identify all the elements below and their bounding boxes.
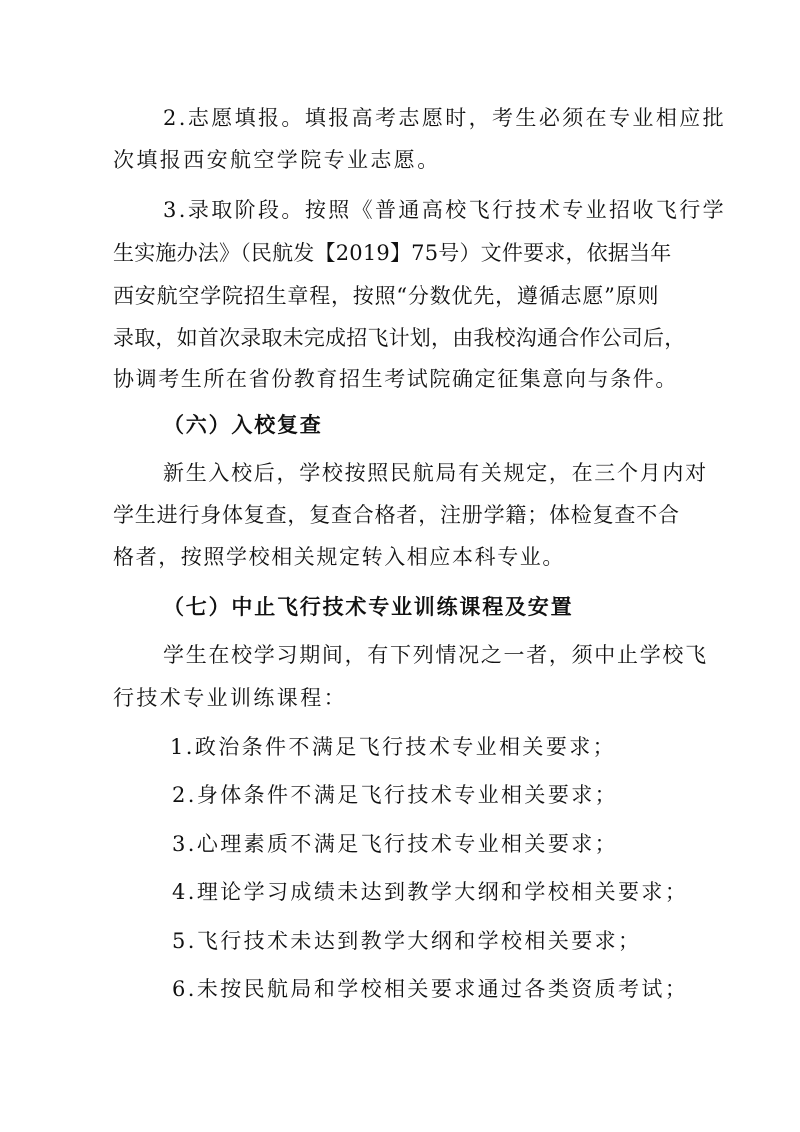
paragraph-admission-line-5: 协调考生所在省份教育招生考试院确定征集意向与条件。 [113, 367, 678, 391]
paragraph-volunteer-filling-line-2: 次填报西安航空学院专业志愿。 [113, 148, 441, 172]
paragraph-admission-line-3: 西安航空学院招生章程，按照“分数优先，遵循志愿”原则 [113, 284, 660, 308]
list-item-qualification-exam: 6.未按民航局和学校相关要求通过各类资质考试； [172, 977, 689, 1001]
list-item-flight-skill: 5.飞行技术未达到教学大纲和学校相关要求； [172, 929, 642, 953]
paragraph-admission-line-2: 生实施办法》（民航发【2019】75号）文件要求，依据当年 [113, 241, 672, 265]
section-heading-training-suspension: （七）中止飞行技术专业训练课程及安置 [163, 595, 574, 619]
paragraph-recheck-line-3: 格者，按照学校相关规定转入相应本科专业。 [113, 545, 565, 569]
paragraph-recheck-line-2: 学生进行身体复查，复查合格者，注册学籍；体检复查不合 [113, 503, 680, 527]
section-heading-entrance-recheck: （六）入校复查 [163, 413, 323, 437]
paragraph-suspension-intro-line-2: 行技术专业训练课程： [113, 686, 347, 710]
list-item-physical: 2.身体条件不满足飞行技术专业相关要求； [172, 783, 619, 807]
paragraph-admission-line-4: 录取，如首次录取未完成招飞计划，由我校沟通合作公司后， [113, 326, 686, 350]
paragraph-admission-line-1: 3.录取阶段。按照《普通高校飞行技术专业招收飞行学 [163, 198, 727, 222]
list-item-theory-study: 4.理论学习成绩未达到教学大纲和学校相关要求； [172, 880, 689, 904]
paragraph-suspension-intro-line-1: 学生在校学习期间，有下列情况之一者，须中止学校飞 [163, 643, 708, 667]
paragraph-volunteer-filling-line-1: 2.志愿填报。填报高考志愿时，考生必须在专业相应批 [163, 106, 727, 130]
list-item-political: 1.政治条件不满足飞行技术专业相关要求； [170, 735, 617, 759]
list-item-psychological: 3.心理素质不满足飞行技术专业相关要求； [172, 832, 619, 856]
paragraph-recheck-line-1: 新生入校后，学校按照民航局有关规定，在三个月内对 [163, 461, 708, 485]
